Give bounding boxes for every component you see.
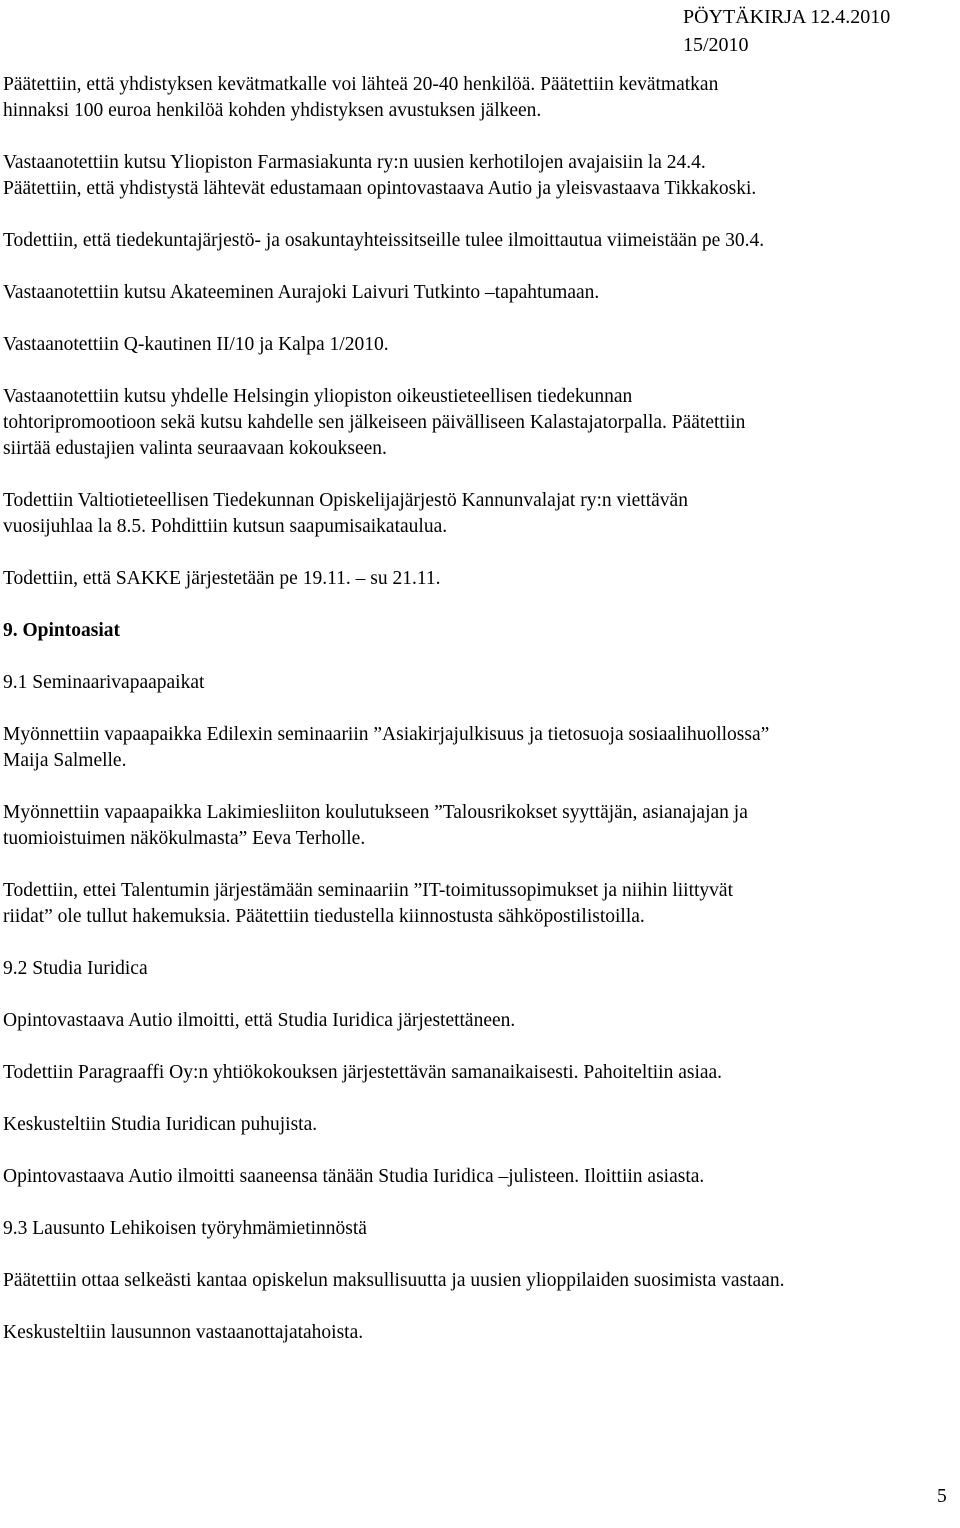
paragraph-lakimiesliitto (3, 800, 957, 852)
text-line: Todettiin Paragraaffi Oy:n yhtiökokouksen järjestettävän samanaikaisesti. Pahoiteltiin asiaa. (3, 1062, 723, 1083)
text-line: Päätettiin, että yhdistyksen kevätmatkalle voi lähteä 20-40 henkilöä. Päätettiin kevätmatkan (3, 74, 719, 95)
text-line: Päätettiin, että yhdistystä lähtevät edustamaan opintovastaava Autio ja yleisvastaava Tikkakoski. (3, 178, 757, 199)
subsection-heading-studia-iuridica: 9.2 Studia Iuridica (3, 958, 148, 979)
paragraph-paragraaffi (3, 1060, 957, 1086)
text-line: Vastaanotettiin Q-kautinen II/10 ja Kalpa 1/2010. (3, 334, 389, 355)
paragraph-q-kautinen (3, 332, 957, 358)
text-line: siirtää edustajien valinta seuraavaan kokoukseen. (3, 438, 387, 459)
text-line: hinnaksi 100 euroa henkilöä kohden yhdistyksen avustuksen jälkeen. (3, 100, 542, 121)
paragraph-sitsit (3, 228, 957, 254)
paragraph-sakke (3, 566, 957, 592)
text-line: Todettiin Valtiotieteellisen Tiedekunnan Opiskelijajärjestö Kannunvalajat ry:n viettävän (3, 490, 688, 511)
paragraph-juliste (3, 1164, 957, 1190)
text-line: Myönnettiin vapaapaikka Edilexin seminaariin ”Asiakirjajulkisuus ja tietosuoja sosiaalihuollossa” (3, 724, 770, 745)
text-line: Maija Salmelle. (3, 750, 127, 771)
paragraph-kevatmatka (3, 72, 957, 124)
text-line: Todettiin, että tiedekuntajärjestö- ja osakuntayhteissitseille tulee ilmoittautua viimeistään pe 30.4. (3, 230, 765, 251)
document-body (3, 72, 957, 1372)
text-line: tuomioistuimen näkökulmasta” Eeva Terholle. (3, 828, 366, 849)
paragraph-kannunvalajat (3, 488, 957, 540)
paragraph-talentum (3, 878, 957, 930)
paragraph-studia-jarjestetaan (3, 1008, 957, 1034)
text-line: vuosijuhlaa la 8.5. Pohdittiin kutsun saapumisaikataulua. (3, 516, 448, 537)
document-header (683, 3, 890, 59)
text-line: Vastaanotettiin kutsu yhdelle Helsingin yliopiston oikeustieteellisen tiedekunnan (3, 386, 633, 407)
text-line: Keskusteltiin lausunnon vastaanottajatahoista. (3, 1322, 364, 1343)
text-line: riidat” ole tullut hakemuksia. Päätettiin tiedustella kiinnostusta sähköpostilistoilla. (3, 906, 645, 927)
paragraph-vastaanottajat (3, 1320, 957, 1346)
text-line: tohtoripromootioon sekä kutsu kahdelle sen jälkeiseen päivälliseen Kalastajatorpalla. Päätettiin (3, 412, 746, 433)
text-line: Vastaanotettiin kutsu Yliopiston Farmasiakunta ry:n uusien kerhotilojen avajaisiin la 24.4. (3, 152, 706, 173)
subsection-heading-lausunto: 9.3 Lausunto Lehikoisen työryhmämietinnöstä (3, 1218, 367, 1239)
paragraph-edilex (3, 722, 957, 774)
text-line: Opintovastaava Autio ilmoitti saaneensa tänään Studia Iuridica –julisteen. Iloittiin asiasta. (3, 1166, 705, 1187)
paragraph-maksullisuus (3, 1268, 957, 1294)
text-line: Keskusteltiin Studia Iuridican puhujista. (3, 1114, 318, 1135)
text-line: Päätettiin ottaa selkeästi kantaa opiskelun maksullisuutta ja uusien ylioppilaiden suosimista vastaan. (3, 1270, 785, 1291)
header-title: PÖYTÄKIRJA 12.4.2010 (683, 6, 891, 28)
paragraph-puhujat (3, 1112, 957, 1138)
subsection-heading-seminaarivapaapaikat: 9.1 Seminaarivapaapaikat (3, 672, 205, 693)
page-number: 5 (937, 1486, 947, 1507)
text-line: Opintovastaava Autio ilmoitti, että Studia Iuridica järjestettäneen. (3, 1010, 516, 1031)
paragraph-promootio (3, 384, 957, 462)
text-line: Vastaanotettiin kutsu Akateeminen Aurajoki Laivuri Tutkinto –tapahtumaan. (3, 282, 600, 303)
paragraph-aurajoki (3, 280, 957, 306)
header-number: 15/2010 (683, 34, 749, 56)
text-line: Todettiin, ettei Talentumin järjestämään seminaariin ”IT-toimitussopimukset ja niihin liittyvät (3, 880, 734, 901)
section-heading-opintoasiat: 9. Opintoasiat (3, 620, 121, 641)
text-line: Myönnettiin vapaapaikka Lakimiesliiton koulutukseen ”Talousrikokset syyttäjän, asianajajan ja (3, 802, 748, 823)
text-line: Todettiin, että SAKKE järjestetään pe 19.11. – su 21.11. (3, 568, 441, 589)
paragraph-farmasiakunta (3, 150, 957, 202)
